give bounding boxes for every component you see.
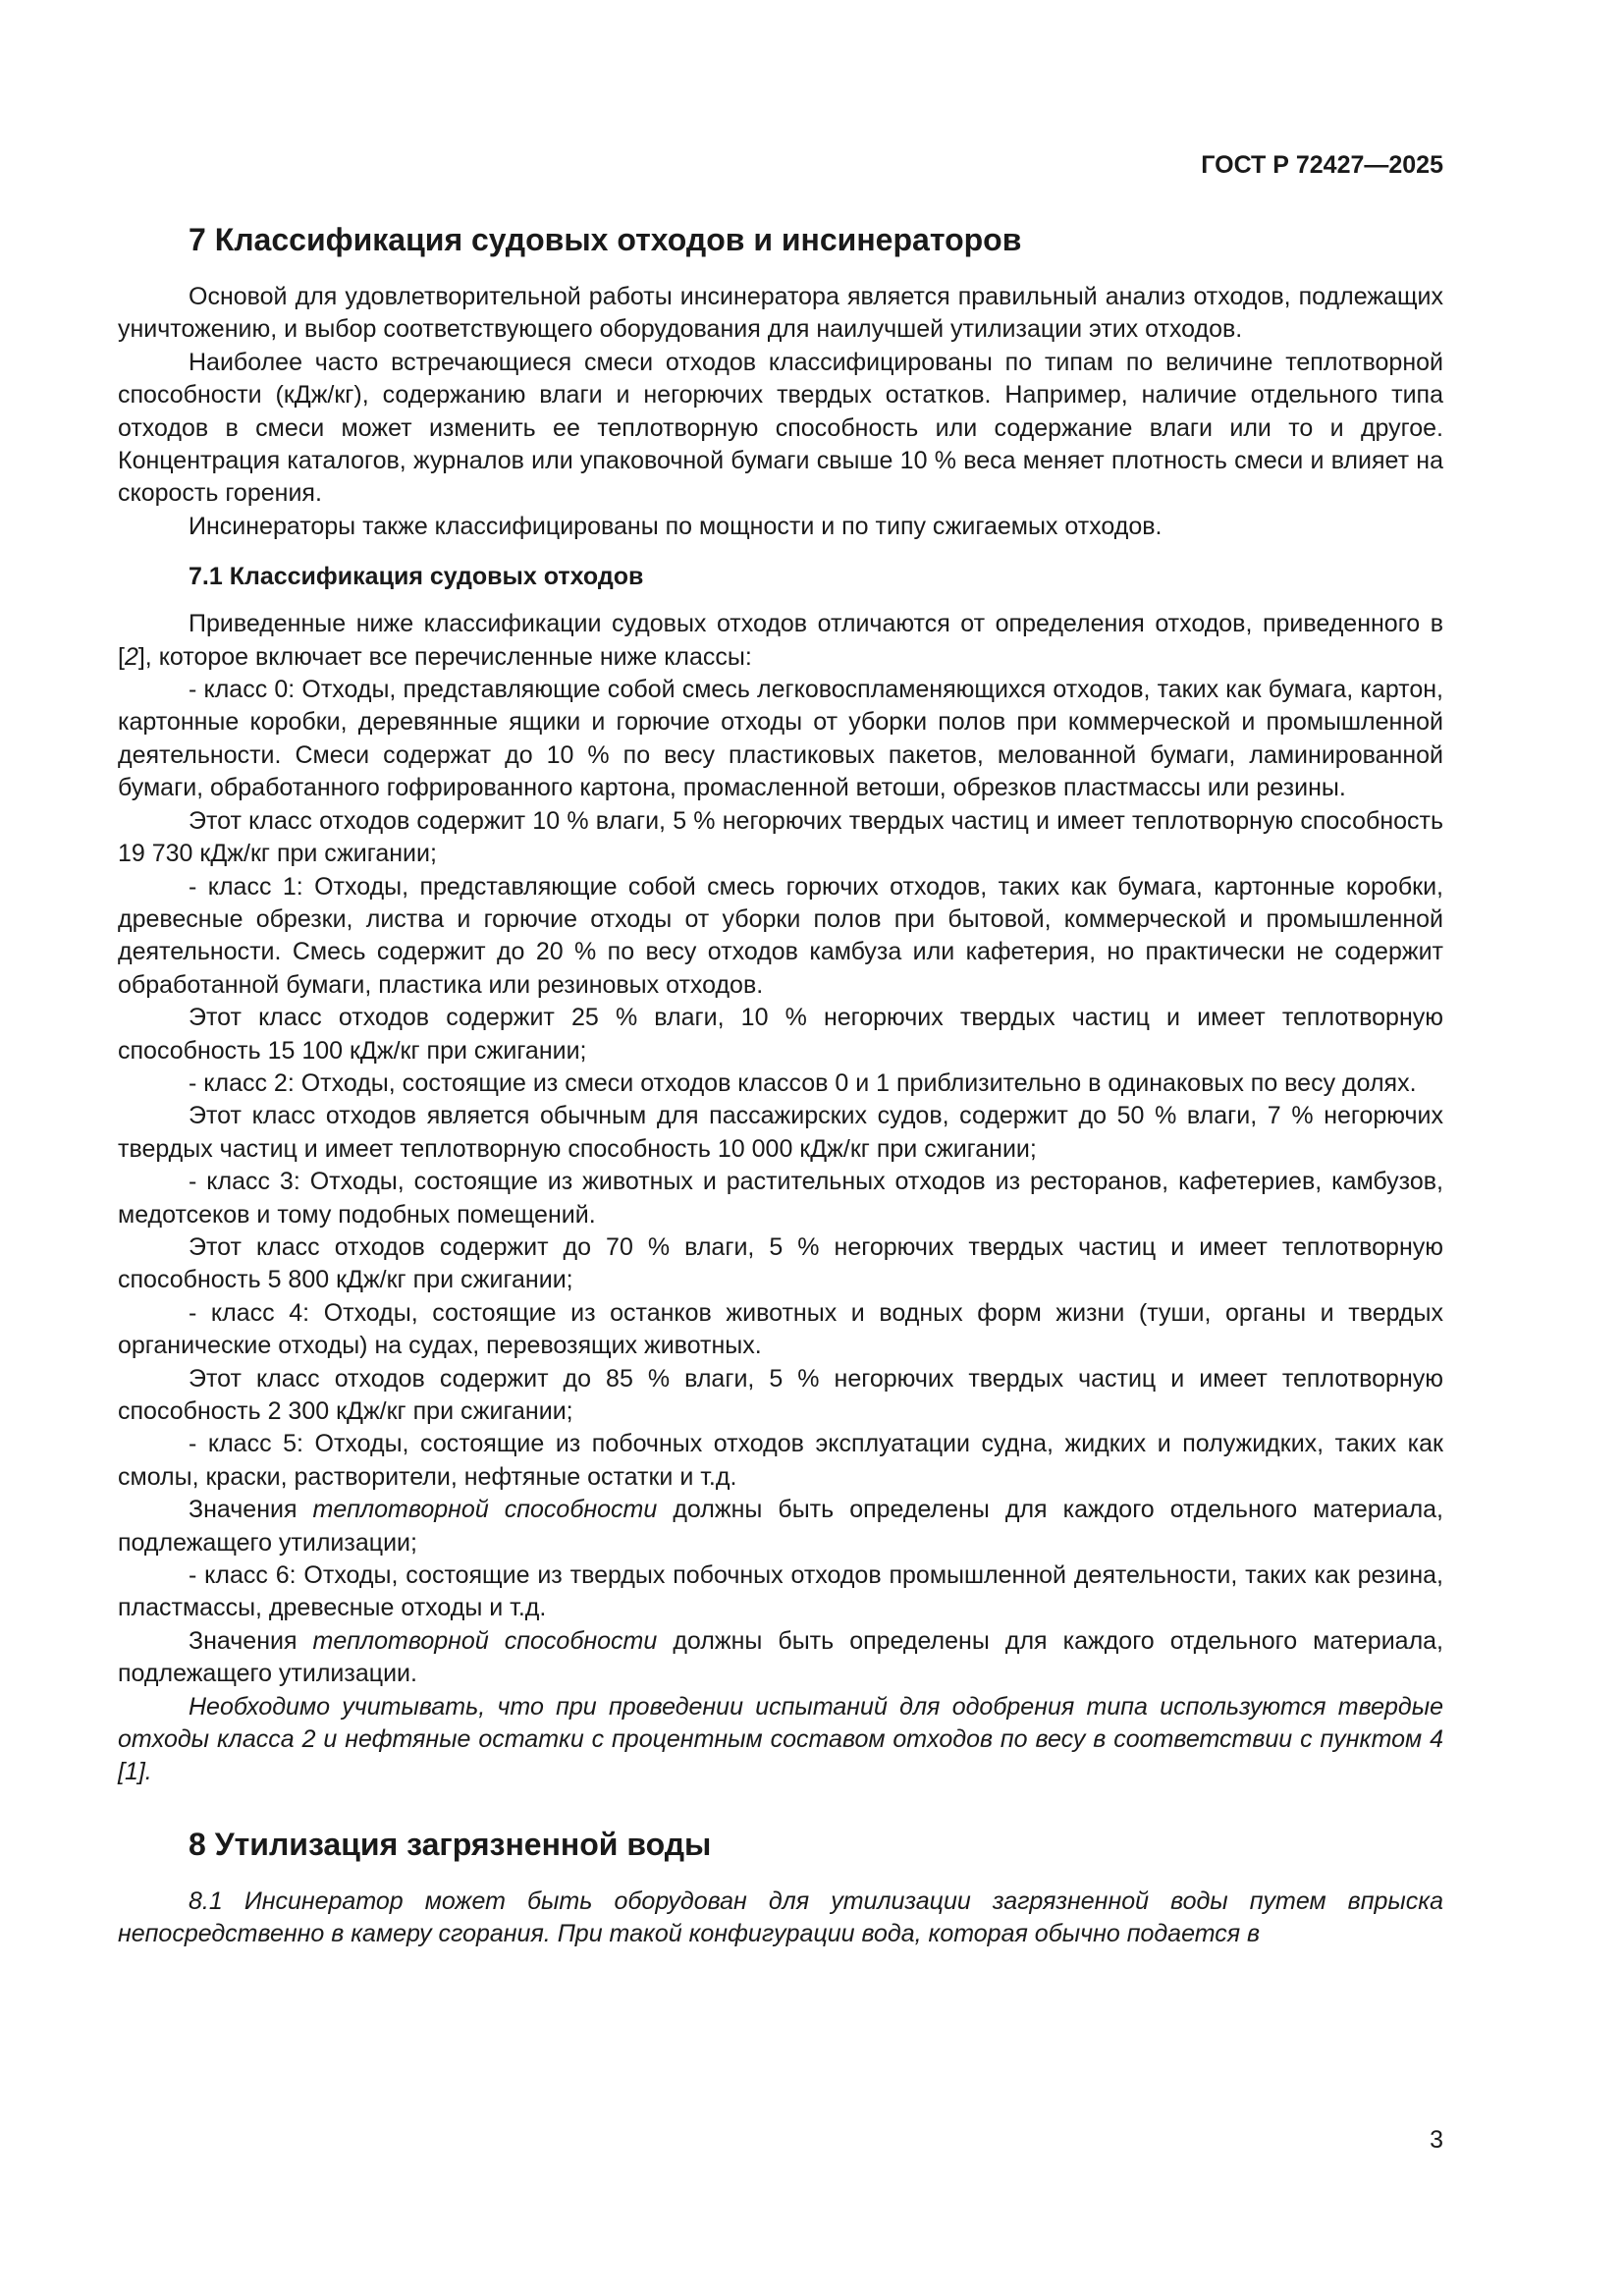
- class-1-description: - класс 1: Отходы, представляющие собой смесь горючих отходов, таких как бумага, картонные коробки, древесные обрезки, листва и горючие отходы от уборки полов при бытовой, коммерческой и промышленной деятельности. Смесь содержит до 20 % по весу отходов камбуза или кафетерия, но практически не содержит обработанной бумаги, пластика или резиновых отходов.: [118, 872, 1443, 999]
- class-5-value-note: Значения теплотворной способности должны быть определены для каждого отдельного материала, подлежащего утилизации;: [118, 1496, 1444, 1557]
- page-number: 3: [1430, 2126, 1443, 2154]
- section-7-1-heading: 7.1 Классификация судовых отходов: [189, 563, 644, 591]
- class-6-description: - класс 6: Отходы, состоящие из твердых побочных отходов промышленной деятельности, таких как резина, пластмассы, древесные отходы и т.д.: [118, 1561, 1443, 1622]
- class-2-properties: Этот класс отходов является обычным для пассажирских судов, содержит до 50 % влаги, 7 % негорючих твердых частиц и имеет теплотворную способность 10 000 кДж/кг при сжигании;: [118, 1102, 1443, 1163]
- class-3-properties: Этот класс отходов содержит до 70 % влаги, 5 % негорючих твердых частиц и имеет теплотворную способность 5 800 кДж/кг при сжигании;: [118, 1232, 1443, 1294]
- class-5-description: - класс 5: Отходы, состоящие из побочных отходов эксплуатации судна, жидких и полужидких, таких как смолы, краски, растворители, нефтяные остатки и т.д.: [118, 1430, 1443, 1491]
- document-body: [118, 220, 1443, 1951]
- section-8-heading: 8 Утилизация загрязненной воды: [189, 1826, 712, 1862]
- type-approval-note: Необходимо учитывать, что при проведении испытаний для одобрения типа используются твердые отходы класса 2 и нефтяные остатки с процентным составом отходов по весу в соответствии с пунктом 4 [1].: [118, 1692, 1443, 1786]
- section-7-paragraph-2: Наиболее часто встречающиеся смеси отходов классифицированы по типам по величине теплотворной способности (кДж/кг), содержанию влаги и негорючих твердых остатков. Например, наличие отдельного типа отходов в смеси может изменить ее теплотворную способность или содержание влаги или то и другое. Концентрация каталогов, журналов или упаковочной бумаги свыше 10 % веса меняет плотность смеси и влияет на скорость горения.: [118, 348, 1443, 508]
- section-7-1-intro: Приведенные ниже классификации судовых отходов отличаются от определения отходов, приведенного в [2], которое включает все перечисленные ниже классы:: [118, 610, 1443, 671]
- section-7-heading: 7 Классификация судовых отходов и инсинераторов: [189, 222, 1022, 257]
- class-1-properties: Этот класс отходов содержит 25 % влаги, 10 % негорючих твердых частиц и имеет теплотворную способность 15 100 кДж/кг при сжигании;: [118, 1004, 1443, 1065]
- section-8-1-paragraph: 8.1 Инсинератор может быть оборудован для утилизации загрязненной воды путем впрыска непосредственно в камеру сгорания. При такой конфигурации вода, которая обычно подается в: [118, 1886, 1443, 1948]
- reference-link: 2: [124, 642, 138, 671]
- class-6-value-note: Значения теплотворной способности должны быть определены для каждого отдельного материала, подлежащего утилизации.: [118, 1626, 1444, 1688]
- class-4-properties: Этот класс отходов содержит до 85 % влаги, 5 % негорючих твердых частиц и имеет теплотворную способность 2 300 кДж/кг при сжигании;: [118, 1364, 1443, 1425]
- class-2-description: - класс 2: Отходы, состоящие из смеси отходов классов 0 и 1 приблизительно в одинаковых по весу долях.: [189, 1068, 1417, 1097]
- class-3-description: - класс 3: Отходы, состоящие из животных и растительных отходов из ресторанов, кафетериев, камбузов, медотсеков и тому подобных помещений.: [118, 1168, 1443, 1229]
- class-4-description: - класс 4: Отходы, состоящие из останков животных и водных форм жизни (туши, органы и твердых органические отходы) на судах, перевозящих животных.: [118, 1298, 1443, 1360]
- class-0-description: - класс 0: Отходы, представляющие собой смесь легковоспламеняющихся отходов, таких как бумага, картон, картонные коробки, деревянные ящики и горючие отходы от уборки полов при коммерческой и промышленной деятельности. Смеси содержат до 10 % по весу пластиковых пакетов, мелованной бумаги, ламинированной бумаги, обработанного гофрированного картона, промасленной ветоши, обрезков пластмассы или резины.: [118, 676, 1443, 802]
- section-7-paragraph-1: Основой для удовлетворительной работы инсинератора является правильный анализ отходов, подлежащих уничтожению, и выбор соответствующего оборудования для наилучшей утилизации этих отходов.: [118, 283, 1443, 344]
- document-code: ГОСТ Р 72427—2025: [1201, 151, 1443, 179]
- class-0-properties: Этот класс отходов содержит 10 % влаги, 5 % негорючих твердых частиц и имеет теплотворную способность 19 730 кДж/кг при сжигании;: [118, 806, 1443, 868]
- section-7-paragraph-3: Инсинераторы также классифицированы по мощности и по типу сжигаемых отходов.: [189, 512, 1163, 540]
